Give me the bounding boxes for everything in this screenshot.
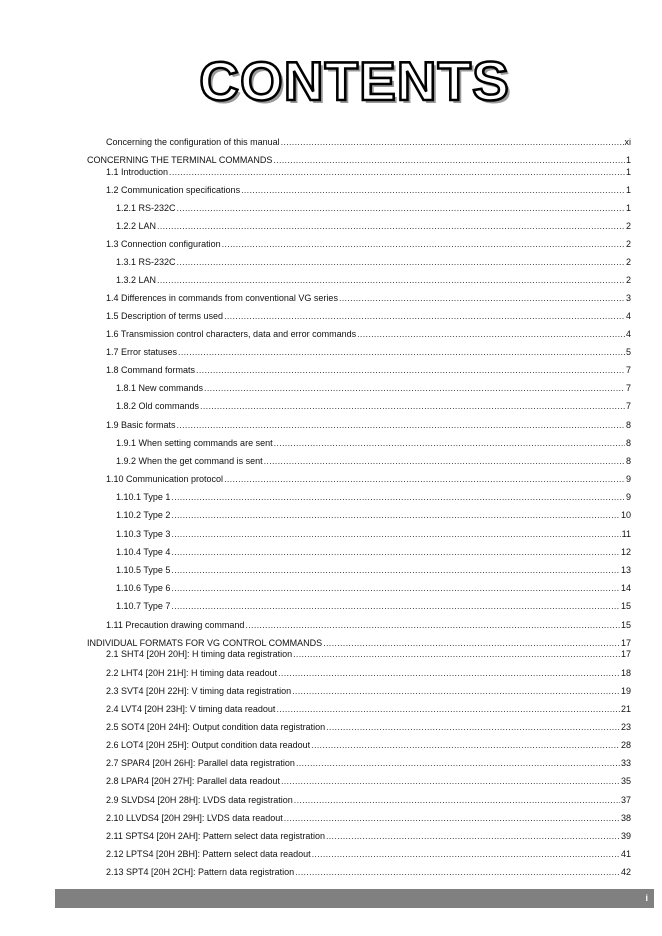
toc-entry-page: 28 [620,740,631,750]
toc-entry-label: 2.12 LPTS4 [20H 2BH]: Pattern select data readout [106,849,311,859]
dot-leader [326,830,620,842]
toc-entry-page: 7 [625,401,631,411]
toc-entry-label: 2.8 LPAR4 [20H 27H]: Parallel data readout [106,776,280,786]
dot-leader [204,382,625,394]
toc-entry[interactable] [116,455,631,467]
dot-leader [169,166,625,178]
toc-entry[interactable] [106,619,631,631]
toc-entry[interactable] [106,866,631,878]
toc-entry[interactable] [116,509,631,521]
toc-entry-label: Concerning the configuration of this manual [106,137,280,147]
dot-leader [357,328,625,340]
toc-entry-label: 2.9 SLVDS4 [20H 28H]: LVDS data registration [106,795,293,805]
toc-entry-label: 2.1 SHT4 [20H 20H]: H timing data registration [106,649,293,659]
toc-entry-page: 42 [620,867,631,877]
dot-leader [274,437,625,449]
dot-leader [200,400,625,412]
dot-leader [281,136,624,148]
toc-entry-label: 1.10.3 Type 3 [116,529,171,539]
toc-entry-page: 41 [620,849,631,859]
toc-entry-page: 2 [625,275,631,285]
toc-entry-label: INDIVIDUAL FORMATS FOR VG CONTROL COMMANDS [87,638,323,648]
toc-entry[interactable] [116,256,631,268]
toc-entry-page: 39 [620,831,631,841]
toc-entry-page: 4 [625,329,631,339]
toc-entry-page: 7 [625,365,631,375]
toc-entry[interactable] [106,184,631,196]
toc-entry-label: 1.3 Connection configuration [106,239,221,249]
toc-entry[interactable] [106,775,631,787]
toc-entry-page: 4 [625,311,631,321]
toc-entry-label: 1.10.6 Type 6 [116,583,171,593]
toc-entry-page: 35 [620,776,631,786]
toc-entry[interactable] [116,400,631,412]
toc-entry-page: 2 [625,257,631,267]
toc-entry-label: 1.1 Introduction [106,167,169,177]
dot-leader [312,848,620,860]
toc-entry[interactable] [116,600,631,612]
dot-leader [241,184,625,196]
dot-leader [295,866,620,878]
dot-leader [222,238,625,250]
toc-entry-page: 17 [620,649,631,659]
toc-entry-page: 10 [620,510,631,520]
toc-entry-page: 15 [620,601,631,611]
toc-entry-page: 8 [625,456,631,466]
toc-entry[interactable] [106,812,631,824]
toc-entry-page: 2 [625,239,631,249]
toc-entry-page: 11 [621,529,631,539]
page-title: CONTENTS [199,50,510,112]
toc-entry-label: 1.6 Transmission control characters, data and error commands [106,329,357,339]
dot-leader [171,491,625,503]
toc-entry-label: 2.6 LOT4 [20H 25H]: Output condition data readout [106,740,311,750]
toc-entry[interactable] [106,648,631,660]
dot-leader [171,582,620,594]
toc-entry[interactable] [106,238,631,250]
toc-entry-label: 1.8 Command formats [106,365,196,375]
toc-entry-page: 1 [625,167,631,177]
dot-leader [177,419,625,431]
toc-entry[interactable] [106,685,631,697]
toc-entry-page: 23 [620,722,631,732]
toc-entry[interactable] [106,328,631,340]
toc-entry[interactable] [106,364,631,376]
toc-entry-label: 1.10.7 Type 7 [116,601,171,611]
toc-entry[interactable] [106,473,631,485]
dot-leader [281,775,620,787]
footer-page-number: i [645,893,648,903]
toc-entry-label: 1.9 Basic formats [106,420,176,430]
dot-leader [171,600,620,612]
toc-entry-label: 1.3.2 LAN [116,275,157,285]
toc-entry-label: CONCERNING THE TERMINAL COMMANDS [87,155,273,165]
toc-entry-label: 1.10.1 Type 1 [116,492,171,502]
dot-leader [177,202,625,214]
toc-entry-page: 1 [625,185,631,195]
dot-leader [273,154,625,166]
toc-entry-page: 33 [620,758,631,768]
dot-leader [284,812,620,824]
toc-entry-page: 21 [620,704,631,714]
toc-entry-page: 2 [625,221,631,231]
toc-entry-label: 1.10 Communication protocol [106,474,224,484]
toc-entry-page: 8 [625,438,631,448]
toc-entry-page: 37 [620,795,631,805]
dot-leader [311,739,620,751]
toc-entry-page: 5 [625,347,631,357]
dot-leader [264,455,625,467]
toc-entry-page: 8 [625,420,631,430]
toc-entry[interactable] [116,546,631,558]
toc-entry[interactable] [87,154,631,166]
toc-entry-label: 1.9.1 When setting commands are sent [116,438,273,448]
toc-entry-page: 7 [625,383,631,393]
toc-entry-page: 14 [620,583,631,593]
dot-leader [245,619,620,631]
toc-entry[interactable] [116,274,631,286]
toc-entry[interactable] [116,564,631,576]
toc-entry-label: 1.10.5 Type 5 [116,565,171,575]
dot-leader [178,346,625,358]
toc-entry-label: 1.2.1 RS-232C [116,203,176,213]
toc-entry-page: 9 [625,474,631,484]
toc-entry[interactable] [106,292,631,304]
toc-entry-label: 1.2 Communication specifications [106,185,241,195]
dot-leader [276,703,620,715]
toc-entry[interactable] [106,721,631,733]
toc-entry-page: 18 [620,668,631,678]
dot-leader [224,310,625,322]
toc-entry-label: 1.10.4 Type 4 [116,547,171,557]
toc-entry-label: 2.2 LHT4 [20H 21H]: H timing data readout [106,668,278,678]
toc-entry[interactable] [116,437,631,449]
toc-entry-label: 1.7 Error statuses [106,347,178,357]
toc-entry[interactable] [116,582,631,594]
toc-entry-page: 9 [625,492,631,502]
toc-entry-label: 1.8.2 Old commands [116,401,200,411]
toc-entry-page: 1 [625,155,631,165]
dot-leader [171,528,620,540]
toc-entry-page: 3 [625,293,631,303]
toc-entry[interactable] [116,528,631,540]
toc-entry[interactable] [106,667,631,679]
toc-entry-label: 1.5 Description of terms used [106,311,224,321]
toc-entry-page: 15 [620,620,631,630]
dot-leader [339,292,625,304]
toc-entry-page: 1 [625,203,631,213]
footer-bar [55,889,654,908]
toc-entry-label: 1.11 Precaution drawing command [106,620,245,630]
toc-entry[interactable] [116,491,631,503]
dot-leader [171,564,620,576]
toc-entry-page: 17 [620,638,631,648]
dot-leader [171,509,620,521]
dot-leader [296,757,620,769]
dot-leader [224,473,625,485]
dot-leader [157,220,625,232]
toc-entry[interactable] [106,136,631,148]
dot-leader [292,685,620,697]
dot-leader [157,274,625,286]
toc-entry[interactable] [106,830,631,842]
dot-leader [294,794,620,806]
toc-entry[interactable] [106,794,631,806]
toc-entry[interactable] [116,220,631,232]
toc-entry-label: 2.11 SPTS4 [20H 2AH]: Pattern select data registration [106,831,325,841]
dot-leader [171,546,620,558]
toc-entry[interactable] [106,848,631,860]
toc-entry[interactable] [106,703,631,715]
toc-entry[interactable] [106,757,631,769]
toc-entry-label: 1.8.1 New commands [116,383,204,393]
toc-entry-label: 1.9.2 When the get command is sent [116,456,263,466]
toc-entry-label: 1.10.2 Type 2 [116,510,171,520]
toc-entry[interactable] [106,166,631,178]
toc-entry[interactable] [116,202,631,214]
toc-entry-label: 2.13 SPT4 [20H 2CH]: Pattern data registration [106,867,295,877]
toc-entry-page: 13 [620,565,631,575]
toc-entry[interactable] [106,310,631,322]
toc-entry-page: 38 [620,813,631,823]
toc-entry-label: 2.7 SPAR4 [20H 26H]: Parallel data registration [106,758,295,768]
toc-entry-page: 19 [620,686,631,696]
toc-entry-label: 2.10 LLVDS4 [20H 29H]: LVDS data readout [106,813,283,823]
toc-entry-page: 12 [620,547,631,557]
toc-entry[interactable] [106,739,631,751]
toc-entry[interactable] [106,346,631,358]
dot-leader [177,256,625,268]
toc-entry-label: 1.2.2 LAN [116,221,157,231]
toc-entry-label: 1.4 Differences in commands from conventional VG series [106,293,338,303]
toc-entry-page: xi [624,137,631,147]
toc-entry[interactable] [116,382,631,394]
dot-leader [293,648,620,660]
dot-leader [326,721,620,733]
toc-entry-label: 2.5 SOT4 [20H 24H]: Output condition data registration [106,722,326,732]
toc-entry-label: 1.3.1 RS-232C [116,257,176,267]
dot-leader [278,667,620,679]
toc-entry-label: 2.4 LVT4 [20H 23H]: V timing data readout [106,704,276,714]
toc-entry[interactable] [106,419,631,431]
dot-leader [196,364,625,376]
toc-entry-label: 2.3 SVT4 [20H 22H]: V timing data registration [106,686,292,696]
